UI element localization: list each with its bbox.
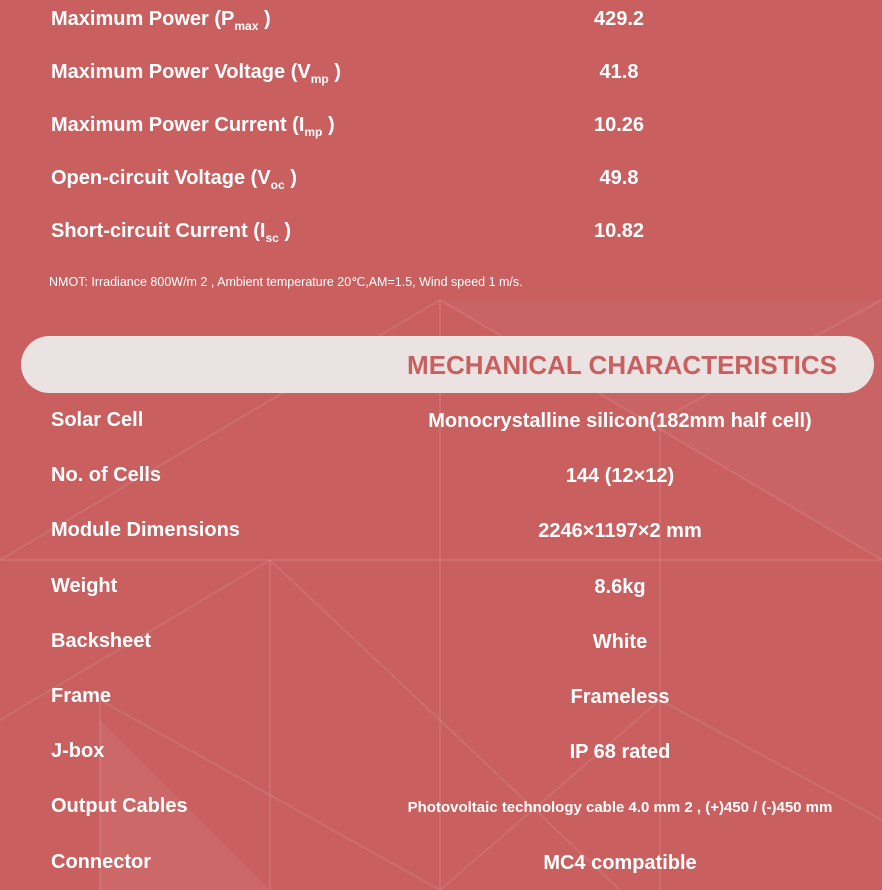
row-value: IP 68 rated [569, 741, 671, 763]
electrical-row-short-circuit-current [0, 216, 882, 246]
section-title: MECHANICAL CHARACTERISTICS [407, 350, 837, 380]
row-label: Backsheet [51, 630, 152, 652]
row-value: 144 (12×12) [565, 465, 675, 487]
nmot-note: NMOT: Irradiance 800W/m 2 , Ambient temperature 20℃,AM=1.5, Wind speed 1 m/s. [49, 275, 523, 289]
mechanical-row-connector [0, 847, 882, 877]
row-value: 429.2 [593, 8, 645, 30]
row-label: J-box [51, 740, 105, 762]
row-value: 41.8 [599, 61, 639, 83]
mechanical-row-solar-cell [0, 405, 882, 435]
mechanical-row-weight [0, 571, 882, 601]
mechanical-row-backsheet [0, 626, 882, 656]
mechanical-row-no-of-cells [0, 460, 882, 490]
row-value: 10.82 [593, 220, 645, 242]
row-label: Weight [51, 575, 118, 597]
row-value: Frameless [570, 686, 670, 708]
row-value: 10.26 [593, 114, 645, 136]
row-label: Frame [51, 685, 112, 707]
row-value: White [592, 631, 648, 653]
row-value: 2246×1197×2 mm [538, 520, 702, 542]
row-label: Short-circuit Current ($I_{sc}$ ) [51, 220, 292, 245]
row-label: Connector [51, 851, 151, 873]
electrical-row-max-power-voltage [0, 57, 882, 87]
electrical-row-max-power [0, 4, 882, 34]
row-value: MC4 compatible [543, 852, 697, 874]
row-label: No. of Cells [51, 464, 162, 486]
mechanical-row-j-box [0, 736, 882, 766]
row-label: Maximum Power Voltage ($V_{mp}$ ) [51, 61, 341, 86]
row-label: Output Cables [51, 795, 188, 817]
row-label: Module Dimensions [51, 519, 240, 541]
mechanical-section-header [21, 336, 874, 393]
electrical-row-open-circuit-voltage [0, 163, 882, 193]
mechanical-row-frame [0, 681, 882, 711]
row-value: 8.6kg [594, 576, 646, 598]
row-value: Photovoltaic technology cable 4.0 mm 2 , (+)450 / (-)450 mm [407, 799, 833, 816]
electrical-row-max-power-current [0, 110, 882, 140]
row-label: Open-circuit Voltage ($V_{oc}$ ) [51, 167, 297, 192]
row-label: Maximum Power Current ($I_{mp}$ ) [51, 114, 335, 139]
row-label: Maximum Power ($P_{max}$ ) [51, 8, 271, 33]
row-label: Solar Cell [51, 409, 144, 431]
mechanical-row-output-cables [0, 791, 882, 821]
row-value: 49.8 [599, 167, 639, 189]
mechanical-row-module-dimensions [0, 515, 882, 545]
row-value: Monocrystalline silicon(182mm half cell) [428, 410, 812, 432]
